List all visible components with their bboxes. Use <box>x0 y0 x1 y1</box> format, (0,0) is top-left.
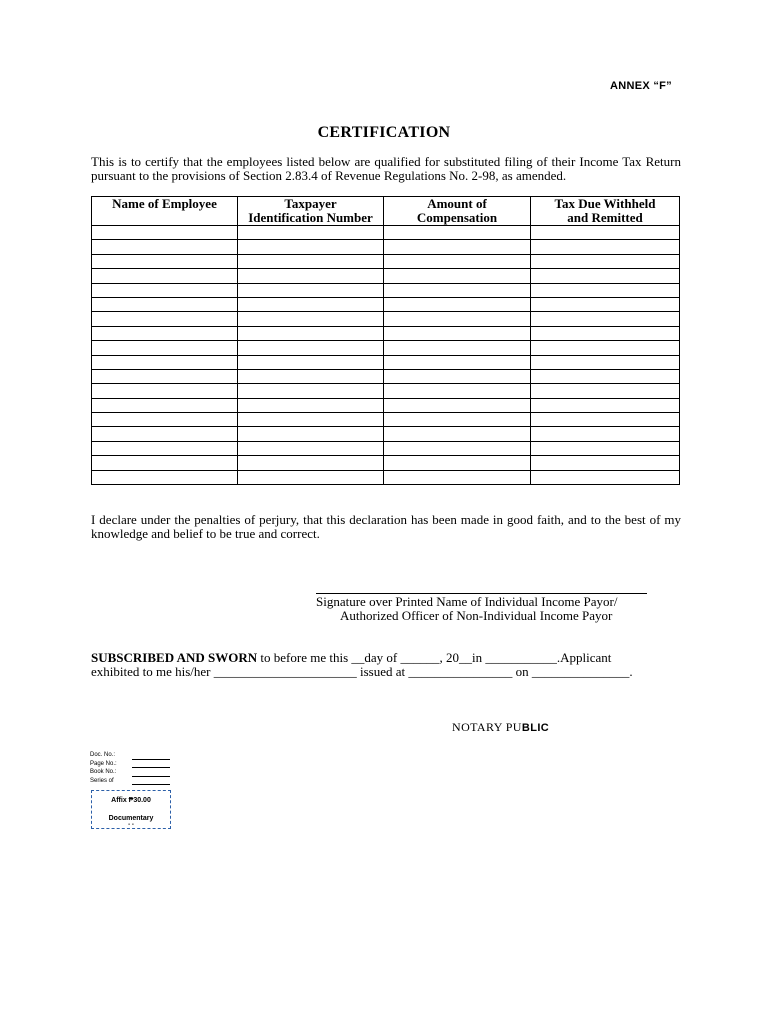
page-no-row <box>90 760 170 769</box>
table-row <box>92 297 680 311</box>
doc-no-row <box>90 751 170 760</box>
table-cell <box>531 398 680 412</box>
table-cell <box>92 369 238 383</box>
table-cell <box>238 341 384 355</box>
table-cell <box>238 413 384 427</box>
intro-paragraph: This is to certify that the employees listed below are qualified for substituted filing of their Income Tax Return pursuant to the provisions of Section 2.83.4 of Revenue Regulations No. 2-98, as amended. <box>91 154 681 183</box>
table-cell <box>531 427 680 441</box>
table-cell <box>238 398 384 412</box>
table-cell <box>238 456 384 470</box>
table-cell <box>92 456 238 470</box>
header-amount-of-compensation <box>384 197 531 226</box>
sworn-statement <box>91 651 691 679</box>
stamp-affix-text: Affix ₱30.00 <box>111 797 151 804</box>
sworn-line1 <box>91 651 691 665</box>
table-row <box>92 369 680 383</box>
table-cell <box>531 297 680 311</box>
table-cell <box>531 341 680 355</box>
table-cell <box>238 240 384 254</box>
sworn-rest-text: to before me this __day of ______, 20__in ___________.Applicant <box>257 650 612 665</box>
series-of-row <box>90 777 170 786</box>
table-row <box>92 283 680 297</box>
table-cell <box>531 254 680 268</box>
book-no-label: Book No.: <box>90 769 117 775</box>
table-cell <box>238 226 384 240</box>
signature-caption-line1: Signature over Printed Name of Individual Income Payor/ <box>316 594 618 609</box>
header-line: and Remitted <box>567 210 643 225</box>
book-no-blank <box>132 769 170 777</box>
header-line: Name of Employee <box>112 196 217 211</box>
doc-fields <box>90 751 170 785</box>
table-cell <box>384 427 531 441</box>
documentary-stamp-box <box>91 790 171 829</box>
table-cell <box>92 470 238 484</box>
table-row <box>92 398 680 412</box>
table-cell <box>384 369 531 383</box>
table-cell <box>531 312 680 326</box>
table-cell <box>531 226 680 240</box>
table-cell <box>92 240 238 254</box>
table-cell <box>384 470 531 484</box>
page-no-blank <box>132 760 170 768</box>
table-cell <box>384 341 531 355</box>
header-tin <box>238 197 384 226</box>
table-cell <box>238 312 384 326</box>
sworn-line2: exhibited to me his/her ______________________ issued at ________________ on _______________. <box>91 664 633 679</box>
table-cell <box>92 441 238 455</box>
table-row <box>92 326 680 340</box>
table-cell <box>238 283 384 297</box>
annex-label: ANNEX “F” <box>610 80 672 92</box>
table-cell <box>384 297 531 311</box>
table-row <box>92 441 680 455</box>
table-body <box>92 226 680 485</box>
table-cell <box>238 254 384 268</box>
table-cell <box>384 456 531 470</box>
table-cell <box>238 326 384 340</box>
table-row <box>92 427 680 441</box>
table-cell <box>92 254 238 268</box>
doc-no-label: Doc. No.: <box>90 752 116 758</box>
employee-table <box>91 196 680 485</box>
sworn-bold-text: SUBSCRIBED AND SWORN <box>91 650 258 665</box>
header-line: Compensation <box>416 210 498 225</box>
table-row <box>92 384 680 398</box>
table-cell <box>238 427 384 441</box>
table-cell <box>92 326 238 340</box>
doc-no-blank <box>132 752 170 760</box>
table-cell <box>384 326 531 340</box>
table-cell <box>384 355 531 369</box>
table-row <box>92 254 680 268</box>
table-header-row <box>92 197 680 226</box>
table-cell <box>238 297 384 311</box>
book-no-row <box>90 768 170 777</box>
stamp-documentary-text: Documentary <box>108 815 154 822</box>
series-of-label: Series of <box>90 777 114 784</box>
table-cell <box>384 226 531 240</box>
header-line: Identification Number <box>248 210 373 225</box>
table-row <box>92 456 680 470</box>
notary-text-part2: BLIC <box>521 722 550 734</box>
table-cell <box>238 470 384 484</box>
table-cell <box>531 470 680 484</box>
table-cell <box>531 326 680 340</box>
table-cell <box>384 240 531 254</box>
table-row <box>92 269 680 283</box>
table-cell <box>92 413 238 427</box>
table-cell <box>531 269 680 283</box>
table-cell <box>384 441 531 455</box>
header-line: Taxpayer <box>284 196 337 211</box>
table-cell <box>531 369 680 383</box>
table-cell <box>92 269 238 283</box>
table-cell <box>238 269 384 283</box>
table-row <box>92 470 680 484</box>
table-row <box>92 240 680 254</box>
table-cell <box>531 240 680 254</box>
table-cell <box>92 312 238 326</box>
table-cell <box>92 398 238 412</box>
notary-public-label <box>452 720 549 735</box>
table-cell <box>531 413 680 427</box>
table-cell <box>238 369 384 383</box>
table-cell <box>384 398 531 412</box>
table-cell <box>92 427 238 441</box>
table-cell <box>238 441 384 455</box>
table-row <box>92 226 680 240</box>
table-row <box>92 413 680 427</box>
series-of-blank <box>132 777 170 785</box>
table-cell <box>92 384 238 398</box>
table-row <box>92 355 680 369</box>
table-cell <box>384 269 531 283</box>
header-name-of-employee <box>92 197 238 226</box>
declaration-paragraph: I declare under the penalties of perjury, that this declaration has been made in good faith, and to the best of my knowledge and belief to be true and correct. <box>91 512 681 541</box>
table-cell <box>531 441 680 455</box>
page-no-label: Page No.: <box>90 760 117 767</box>
signature-caption-line2: Authorized Officer of Non-Individual Income Payor <box>340 608 613 623</box>
table-cell <box>384 413 531 427</box>
table-cell <box>384 312 531 326</box>
table-cell <box>531 283 680 297</box>
table-cell <box>531 456 680 470</box>
table-cell <box>531 384 680 398</box>
stamp-dashes: - - <box>128 822 134 828</box>
page-title: CERTIFICATION <box>317 124 451 141</box>
header-tax-due-withheld <box>531 197 680 226</box>
table-cell <box>238 355 384 369</box>
header-line: Tax Due Withheld <box>554 196 656 211</box>
table-cell <box>238 384 384 398</box>
table-row <box>92 312 680 326</box>
table-cell <box>92 283 238 297</box>
table-cell <box>384 283 531 297</box>
table-cell <box>92 297 238 311</box>
table-cell <box>531 355 680 369</box>
table-cell <box>92 226 238 240</box>
table-cell <box>92 341 238 355</box>
notary-text-part1: NOTARY PU <box>452 720 522 734</box>
header-line: Amount of <box>427 196 487 211</box>
table-row <box>92 341 680 355</box>
table-cell <box>384 384 531 398</box>
signature-caption <box>316 595 656 623</box>
table-cell <box>384 254 531 268</box>
table-cell <box>92 355 238 369</box>
